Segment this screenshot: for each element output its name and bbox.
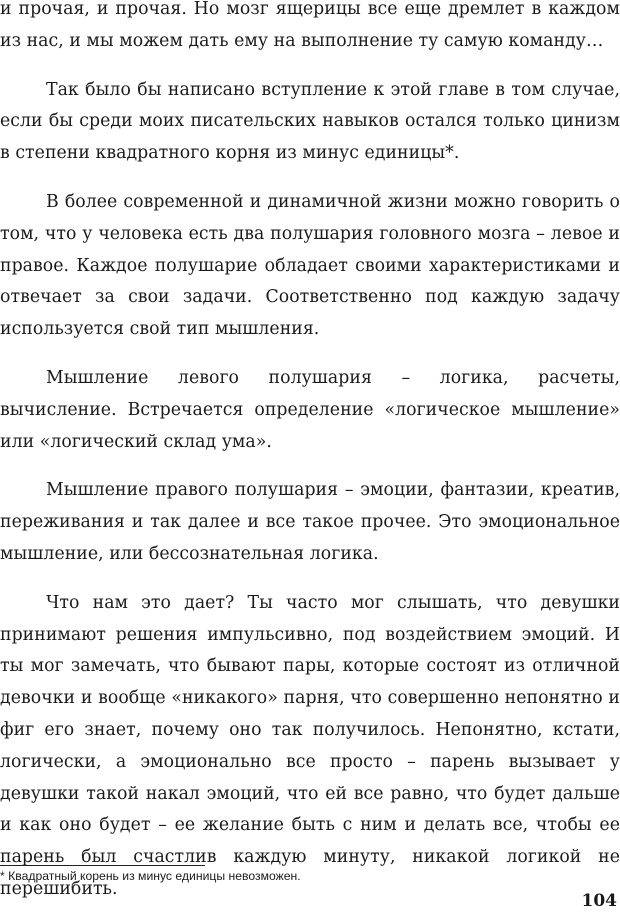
footnote: * Квадратный корень из минус единицы невозможен. [0,869,301,883]
paragraph-4: Мышление левого полушария – логика, расчеты, вычисление. Встречается определение «логическое мышление» или «логический склад ума». [0,367,620,452]
paragraph-continuation: и прочая, и прочая. Но мозг ящерицы все еще дремлет в каждом из нас, и мы можем дать ему на выполнение ту самую команду… [0,0,620,51]
paragraph-5: Мышление правого полушария – эмоции, фантазии, креатив, переживания и так далее и все такое прочее. Это эмоциональное мышление, или бессознательная логика. [0,480,620,564]
paragraph-2: Так было бы написано вступление к этой главе в том случае, если бы среди моих писательских навыков остался только цинизм в степени квадратного корня из минус единицы*. [0,79,620,164]
paragraph-6: Что нам это дает? Ты часто мог слышать, что девушки принимают решения импульсивно, под воздействием эмоций. И ты мог замечать, что бывают пары, которые состоят из отличной девочки и вообще «никакого» парня, что совершенно непонятно и фиг его знает, почему оно так получилось. Непонятно, кстати, логически, а эмоционально все просто – парень вызывает у девушки такой накал эмоций, что ей все равно, что будет дальше и как оно будет – ее желание быть с ним и делать все, чтобы ее парень был счастлив каждую минуту, никакой логикой не перешибить. [0,592,620,899]
paragraph-3: В более современной и динамичной жизни можно говорить о том, что у человека есть два полушария головного мозга – левое и правое. Каждое полушарие обладает своими характеристиками и отвечает за свои задачи. Соответственно под каждую задачу используется свой тип мышления. [0,191,620,340]
page-number: 104 [581,891,617,911]
footnote-divider [0,865,205,866]
